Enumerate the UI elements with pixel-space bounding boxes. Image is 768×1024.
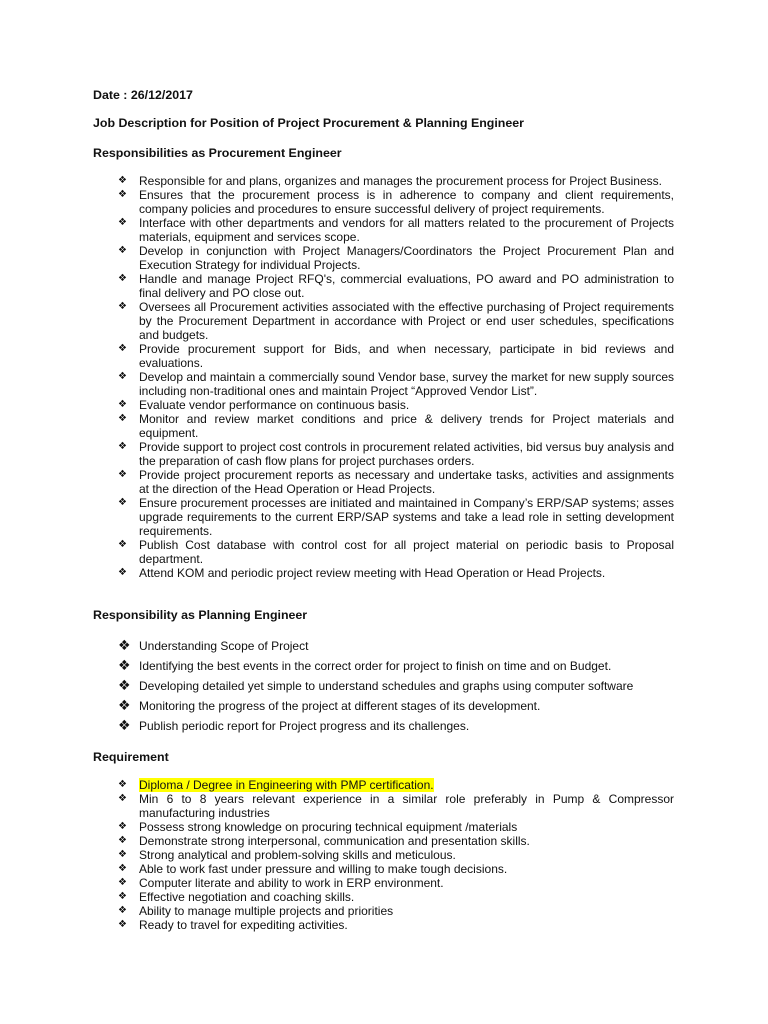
list-item: ❖ Develop in conjunction with Project Managers/Coordinators the Project Procurement Plan and Execution Strategy for individual Projects.: [118, 244, 674, 272]
list-item: ❖ Provide support to project cost controls in procurement related activities, bid versus buy analysis and the preparation of cash flow plans for project purchases orders.: [118, 440, 674, 468]
diamond-bullet-icon: ❖: [118, 175, 127, 186]
list-item: ❖ Publish periodic report for Project progress and its challenges.: [118, 718, 470, 734]
diamond-bullet-icon: ❖: [118, 638, 131, 654]
procurement-heading: Responsibilities as Procurement Engineer: [93, 146, 342, 160]
list-item: ❖ Evaluate vendor performance on continuous basis.: [118, 398, 410, 412]
list-item: ❖ Effective negotiation and coaching skills.: [118, 890, 355, 904]
list-item: ❖ Min 6 to 8 years relevant experience in a similar role preferably in Pump & Compressor manufacturing industries: [118, 792, 674, 820]
diamond-bullet-icon: ❖: [118, 217, 127, 228]
diamond-bullet-icon: ❖: [118, 891, 127, 902]
diamond-bullet-icon: ❖: [118, 469, 127, 480]
diamond-bullet-icon: ❖: [118, 301, 127, 312]
planning-list: [118, 636, 678, 736]
diamond-bullet-icon: ❖: [118, 793, 127, 804]
list-item: ❖ Strong analytical and problem-solving skills and meticulous.: [118, 848, 456, 862]
list-item: ❖ Handle and manage Project RFQ's, commercial evaluations, PO award and PO administration to final delivery and PO close out.: [118, 272, 674, 300]
diamond-bullet-icon: ❖: [118, 849, 127, 860]
diamond-bullet-icon: ❖: [118, 835, 127, 846]
list-item: ❖ Oversees all Procurement activities associated with the effective purchasing of Project requirements by the Procurement Department in accordance with Project or end user schedules, specifications and budgets.: [118, 300, 674, 342]
list-item: ❖ Responsible for and plans, organizes and manages the procurement process for Project Business.: [118, 174, 662, 188]
list-item: ❖ Provide procurement support for Bids, and when necessary, participate in bid reviews and evaluations.: [118, 342, 674, 370]
list-item: ❖ Ensure procurement processes are initiated and maintained in Company’s ERP/SAP systems; asses upgrade requirements to the current ERP/SAP systems and take a lead role in setting development requirements.: [118, 496, 674, 538]
diamond-bullet-icon: ❖: [118, 698, 131, 714]
list-item: ❖ Ability to manage multiple projects and priorities: [118, 904, 394, 918]
diamond-bullet-icon: ❖: [118, 678, 131, 694]
diamond-bullet-icon: ❖: [118, 779, 127, 790]
diamond-bullet-icon: ❖: [118, 413, 127, 424]
diamond-bullet-icon: ❖: [118, 919, 127, 930]
diamond-bullet-icon: ❖: [118, 371, 127, 382]
diamond-bullet-icon: ❖: [118, 905, 127, 916]
diamond-bullet-icon: ❖: [118, 877, 127, 888]
list-item: ❖ Demonstrate strong interpersonal, communication and presentation skills.: [118, 834, 530, 848]
list-item: ❖ Understanding Scope of Project: [118, 638, 309, 654]
diamond-bullet-icon: ❖: [118, 567, 127, 578]
list-item: ❖ Attend KOM and periodic project review meeting with Head Operation or Head Projects.: [118, 566, 606, 580]
diamond-bullet-icon: ❖: [118, 245, 127, 256]
list-item: ❖ Computer literate and ability to work in ERP environment.: [118, 876, 444, 890]
diamond-bullet-icon: ❖: [118, 441, 127, 452]
planning-heading: Responsibility as Planning Engineer: [93, 608, 308, 622]
diamond-bullet-icon: ❖: [118, 399, 127, 410]
highlighted-requirement: Diploma / Degree in Engineering with PMP certification.: [139, 778, 434, 792]
list-item: ❖ Develop and maintain a commercially sound Vendor base, survey the market for new supply sources including non-traditional ones and maintain Project “Approved Vendor List”.: [118, 370, 674, 398]
diamond-bullet-icon: ❖: [118, 863, 127, 874]
date-line: Date : 26/12/2017: [93, 88, 193, 102]
diamond-bullet-icon: ❖: [118, 189, 127, 200]
list-item: ❖ Monitor and review market conditions and price & delivery trends for Project materials and equipment.: [118, 412, 674, 440]
list-item: [118, 778, 674, 792]
diamond-bullet-icon: ❖: [118, 718, 131, 734]
diamond-bullet-icon: ❖: [118, 821, 127, 832]
list-item: ❖ Possess strong knowledge on procuring technical equipment /materials: [118, 820, 518, 834]
list-item: ❖ Publish Cost database with control cost for all project material on periodic basis to Proposal department.: [118, 538, 674, 566]
list-item: ❖ Ensures that the procurement process is in adherence to company and client requirements, company policies and procedures to ensure successful delivery of project requirements.: [118, 188, 674, 216]
diamond-bullet-icon: ❖: [118, 273, 127, 284]
list-item: ❖ Provide project procurement reports as necessary and undertake tasks, activities and assignments at the direction of the Head Operation or Head Projects.: [118, 468, 674, 496]
list-item: ❖ Developing detailed yet simple to understand schedules and graphs using computer software: [118, 678, 634, 694]
list-item: ❖ Able to work fast under pressure and willing to make tough decisions.: [118, 862, 508, 876]
list-item: ❖ Interface with other departments and vendors for all matters related to the procurement of Projects materials, equipment and services scope.: [118, 216, 674, 244]
list-item: ❖ Monitoring the progress of the project at different stages of its development.: [118, 698, 541, 714]
requirement-list: [118, 778, 674, 932]
diamond-bullet-icon: ❖: [118, 497, 127, 508]
diamond-bullet-icon: ❖: [118, 343, 127, 354]
diamond-bullet-icon: ❖: [118, 539, 127, 550]
list-item: ❖ Identifying the best events in the correct order for project to finish on time and on Budget.: [118, 658, 612, 674]
requirement-heading: Requirement: [93, 750, 169, 764]
document-title: Job Description for Position of Project Procurement & Planning Engineer: [93, 116, 524, 130]
diamond-bullet-icon: ❖: [118, 658, 131, 674]
list-item: ❖ Ready to travel for expediting activities.: [118, 918, 348, 932]
procurement-list: [118, 174, 674, 580]
